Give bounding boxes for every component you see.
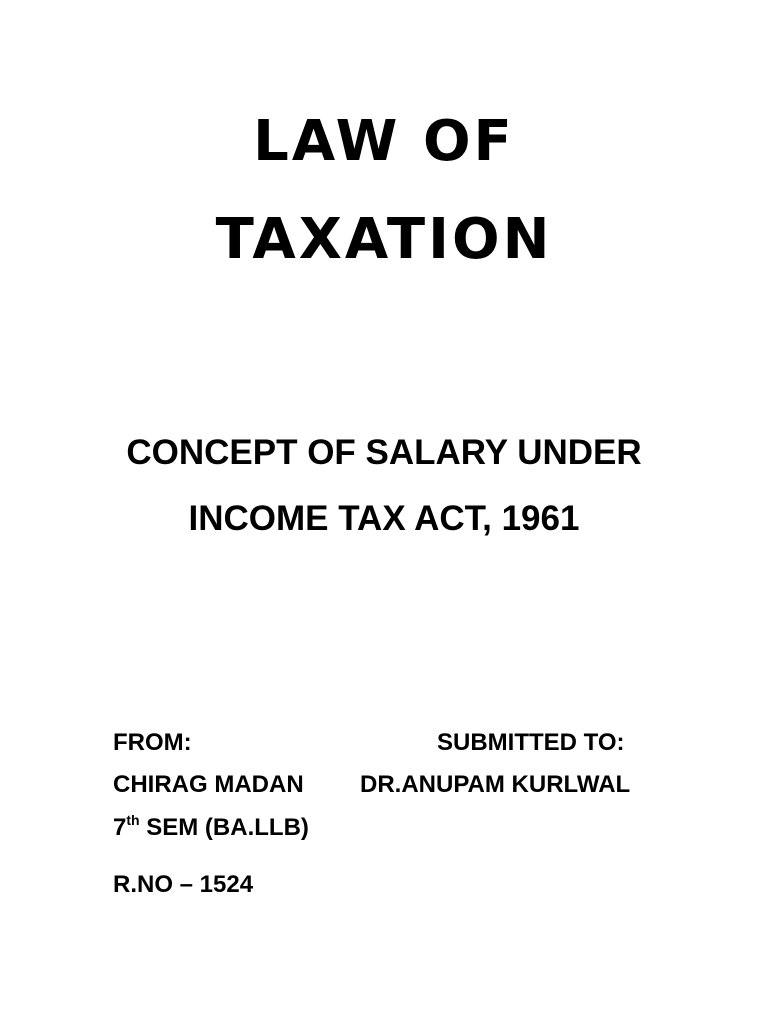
semester-ordinal-suffix: th xyxy=(126,812,140,828)
submitted-to-label: SUBMITTED TO: xyxy=(437,729,625,756)
student-name: CHIRAG MADAN xyxy=(113,771,304,798)
supervisor-name: DR.ANUPAM KURLWAL xyxy=(360,771,631,798)
document-title-line-2: TAXATION xyxy=(215,207,553,272)
from-label: FROM: xyxy=(113,729,192,756)
semester-program: SEM (BA.LLB) xyxy=(139,814,309,841)
semester xyxy=(113,812,309,841)
topic-line-2: INCOME TAX ACT, 1961 xyxy=(188,499,580,538)
topic-line-1: CONCEPT OF SALARY UNDER xyxy=(126,433,642,472)
semester-number: 7 xyxy=(113,814,127,841)
document-title-line-1: LAW OF xyxy=(253,109,515,174)
roll-number: R.NO – 1524 xyxy=(113,871,254,898)
